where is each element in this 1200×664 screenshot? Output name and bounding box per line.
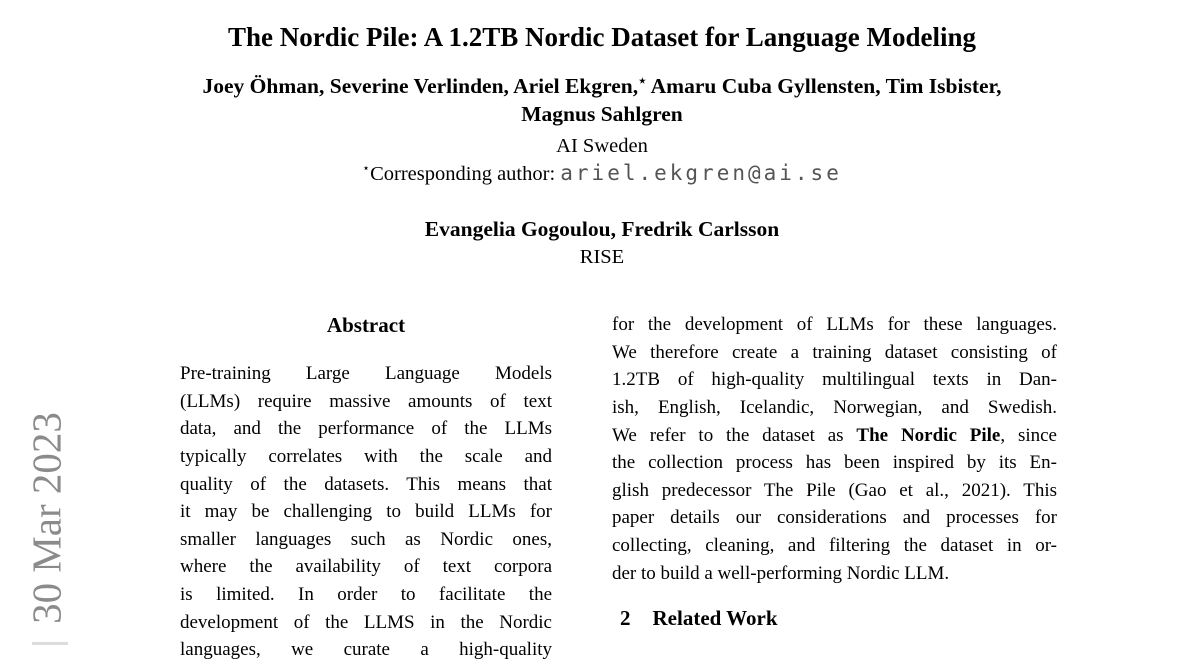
text-line: glish predecessor The Pile (Gao et al., 2021). This bbox=[612, 479, 1057, 501]
right-column-body bbox=[612, 311, 1057, 587]
arxiv-watermark-stub bbox=[32, 642, 68, 645]
author-names-pre: Joey Öhman, Severine Verlinden, Ariel Ekgren, bbox=[202, 74, 639, 98]
text-line: We refer to the dataset as The Nordic Pile, since bbox=[612, 424, 1057, 446]
text-line: for the development of LLMs for these languages. bbox=[612, 314, 1057, 335]
author-line-3: Evangelia Gogoulou, Fredrik Carlsson bbox=[424, 217, 780, 241]
paper-title: The Nordic Pile: A 1.2TB Nordic Dataset for Language Modeling bbox=[228, 22, 976, 52]
corresponding-author-star: ⋆ bbox=[638, 72, 647, 88]
text-line: 1.2TB of high-quality multilingual texts in Dan- bbox=[612, 369, 1057, 391]
text-line: it may be challenging to build LLMs for bbox=[180, 501, 552, 523]
text-line: languages, we curate a high-quality bbox=[180, 639, 552, 661]
arxiv-date-watermark: 30 Mar 2023 bbox=[23, 412, 70, 624]
text-line: typically correlates with the scale and bbox=[180, 445, 552, 467]
text-line: paper details our considerations and processes for bbox=[612, 507, 1057, 529]
affiliation-rise: RISE bbox=[579, 246, 625, 268]
section-heading-related-work bbox=[620, 605, 778, 632]
text-line: is limited. In order to facilitate the bbox=[180, 584, 552, 606]
corresponding-author-line bbox=[4, 160, 1200, 187]
text-line: ish, English, Icelandic, Norwegian, and Swedish. bbox=[612, 396, 1057, 418]
text-line: collecting, cleaning, and filtering the dataset in or- bbox=[612, 535, 1057, 557]
corresponding-label: Corresponding author: bbox=[370, 163, 561, 185]
section-title: Related Work bbox=[652, 606, 778, 630]
author-line-2: Magnus Sahlgren bbox=[521, 102, 683, 126]
affiliation-ai-sweden: AI Sweden bbox=[556, 135, 648, 157]
text-line: smaller languages such as Nordic ones, bbox=[180, 528, 552, 550]
text-line: development of the LLMS in the Nordic bbox=[180, 611, 552, 633]
text-line: der to build a well-performing Nordic LLM. bbox=[612, 562, 950, 584]
abstract-heading: Abstract bbox=[326, 313, 406, 337]
text-line: data, and the performance of the LLMs bbox=[180, 418, 552, 440]
corresponding-email: ariel.ekgren@ai.se bbox=[560, 161, 842, 185]
corresponding-star: ⋆ bbox=[362, 161, 371, 176]
text-line: where the availability of text corpora bbox=[180, 556, 552, 578]
author-names-post: Amaru Cuba Gyllensten, Tim Isbister, bbox=[646, 74, 1002, 98]
abstract-body bbox=[180, 360, 552, 661]
author-line-1 bbox=[4, 73, 1200, 100]
text-line: We therefore create a training dataset consisting of bbox=[612, 341, 1057, 363]
text-line: Pre-training Large Language Models bbox=[180, 363, 552, 384]
section-number: 2 bbox=[620, 606, 631, 630]
text-line: the collection process has been inspired by its En- bbox=[612, 452, 1057, 474]
text-line: quality of the datasets. This means that bbox=[180, 473, 552, 495]
text-line: (LLMs) require massive amounts of text bbox=[180, 390, 552, 412]
